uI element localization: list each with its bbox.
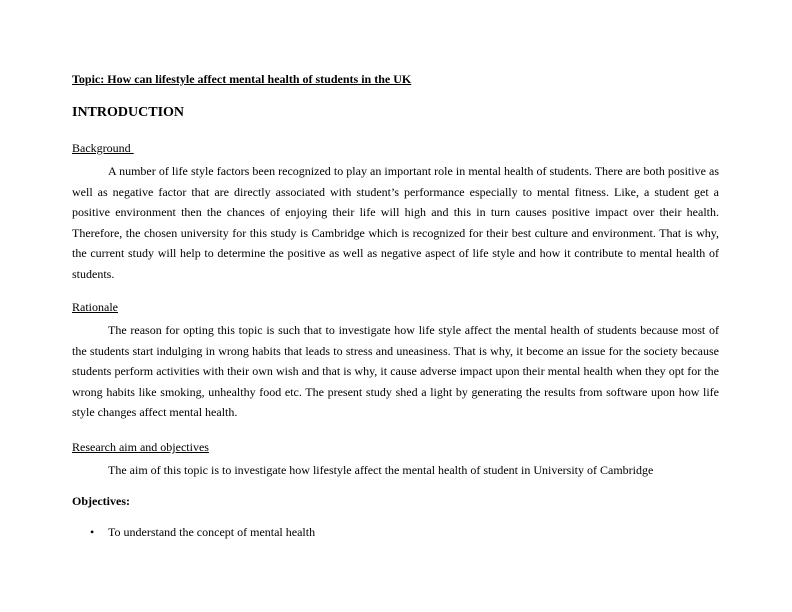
bullet-icon: • bbox=[90, 525, 95, 539]
topic-title: Topic: How can lifestyle affect mental health of students in the UK bbox=[72, 72, 412, 86]
research-aim-paragraph: The aim of this topic is to investigate how lifestyle affect the mental health of student in University of Cambridge bbox=[108, 463, 654, 477]
rationale-heading: Rationale bbox=[72, 300, 118, 314]
objective-text: To understand the concept of mental health bbox=[108, 525, 316, 539]
introduction-heading: INTRODUCTION bbox=[72, 105, 185, 120]
background-heading: Background bbox=[72, 141, 134, 155]
rationale-paragraph: The reason for opting this topic is such that to investigate how life style affect the mental health of students because most of the students start indulging in wrong habits that leads to stress and uneasiness. That is why, it become an issue for the society because students perform activities with their own wish and that is why, it cause adverse impact upon their mental health when they opt for the wrong habits like smoking, unhealthy food etc. The present study shed a light by generating the results from software upon how life style changes affect mental health. bbox=[72, 323, 719, 420]
research-aim-heading: Research aim and objectives bbox=[72, 440, 209, 454]
objectives-heading: Objectives: bbox=[72, 494, 130, 508]
background-paragraph: A number of life style factors been recognized to play an important role in mental health of students. There are both positive as well as negative factor that are directly associated with student’s performance especially to mental fitness. Like, a student get a positive environment then the chances of enjoying their life will high and this in turn causes positive impact over their health. Therefore, the chosen university for this study is Cambridge which is recognized for their best culture and environment. That is why, the current study will help to determine the positive as well as negative aspect of life style and how it contribute to mental health of students. bbox=[72, 164, 719, 281]
